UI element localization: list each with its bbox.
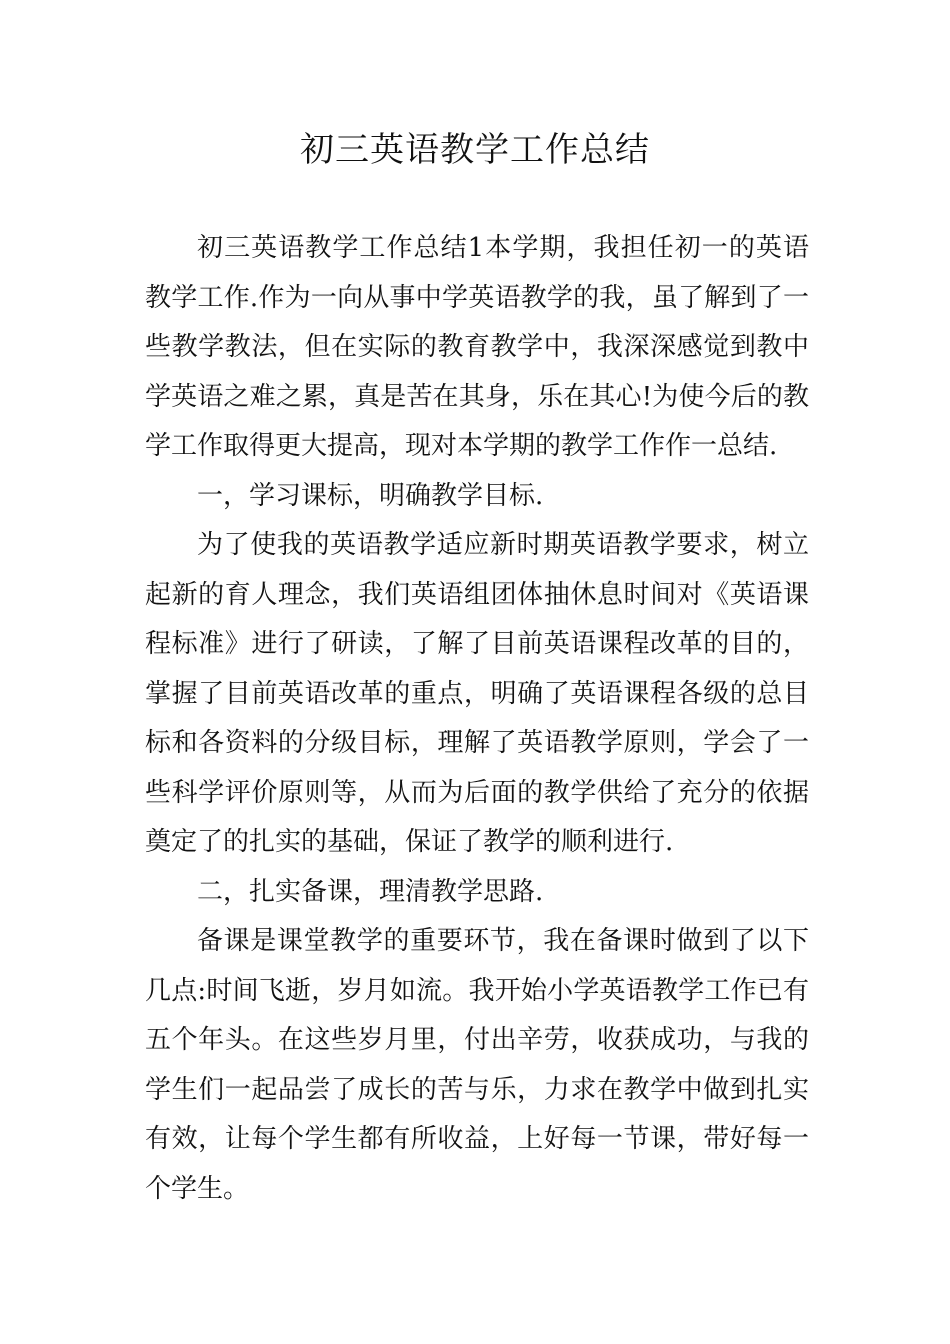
section-heading-2: 二，扎实备课，理清教学思路.: [197, 876, 544, 907]
document-title: 初三英语教学工作总结: [300, 130, 650, 170]
paragraph-section-2: 备课是课堂教学的重要环节，我在备课时做到了以下几点:时间飞逝，岁月如流。我开始小学英语教学工作已有五个年头。在这些岁月里，付出辛劳，收获成功，与我的学生们一起品尝了成长的苦与乐，力求在教学中做到扎实有效，让每个学生都有所收益，上好每一节课，带好每一个学生。: [145, 926, 809, 1204]
paragraph-intro: 初三英语教学工作总结1本学期，我担任初一的英语教学工作.作为一向从事中学英语教学的我，虽了解到了一些教学教法，但在实际的教育教学中，我深深感觉到教中学英语之难之累，真是苦在其身，乐在其心!为使今后的教学工作取得更大提高，现对本学期的教学工作作一总结.: [145, 233, 809, 461]
section-heading-1: 一，学习课标，明确教学目标.: [197, 480, 544, 511]
paragraph-section-1: 为了使我的英语教学适应新时期英语教学要求，树立起新的育人理念，我们英语组团体抽休息时间对《英语课程标准》进行了研读，了解了目前英语课程改革的目的，掌握了目前英语改革的重点，明确了英语课程各级的总目标和各资料的分级目标，理解了英语教学原则，学会了一些科学评价原则等，从而为后面的教学供给了充分的依据奠定了的扎实的基础，保证了教学的顺利进行.: [145, 530, 809, 857]
document-body: [145, 224, 809, 1214]
